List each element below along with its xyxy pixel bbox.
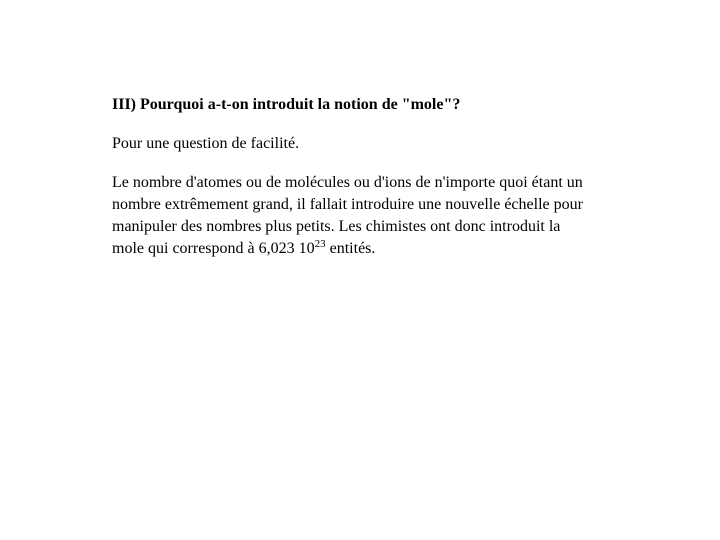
explanation-paragraph [112, 172, 592, 260]
explanation-text: Le nombre d'atomes ou de molécules ou d'ions de n'importe quoi étant un nombre extrêmement grand, il fallait introduire une nouvelle échelle pour manipuler des nombres plus petits. Les chimistes ont donc introduit la mole qui correspond à 6,023 10 [112, 174, 583, 257]
short-answer: Pour une question de facilité. [112, 135, 300, 152]
explanation-tail: entités. [325, 240, 376, 257]
exponent: 23 [314, 238, 326, 250]
document-page [112, 94, 592, 260]
section-heading: III) Pourquoi a-t-on introduit la notion de "mole"? [112, 96, 461, 113]
